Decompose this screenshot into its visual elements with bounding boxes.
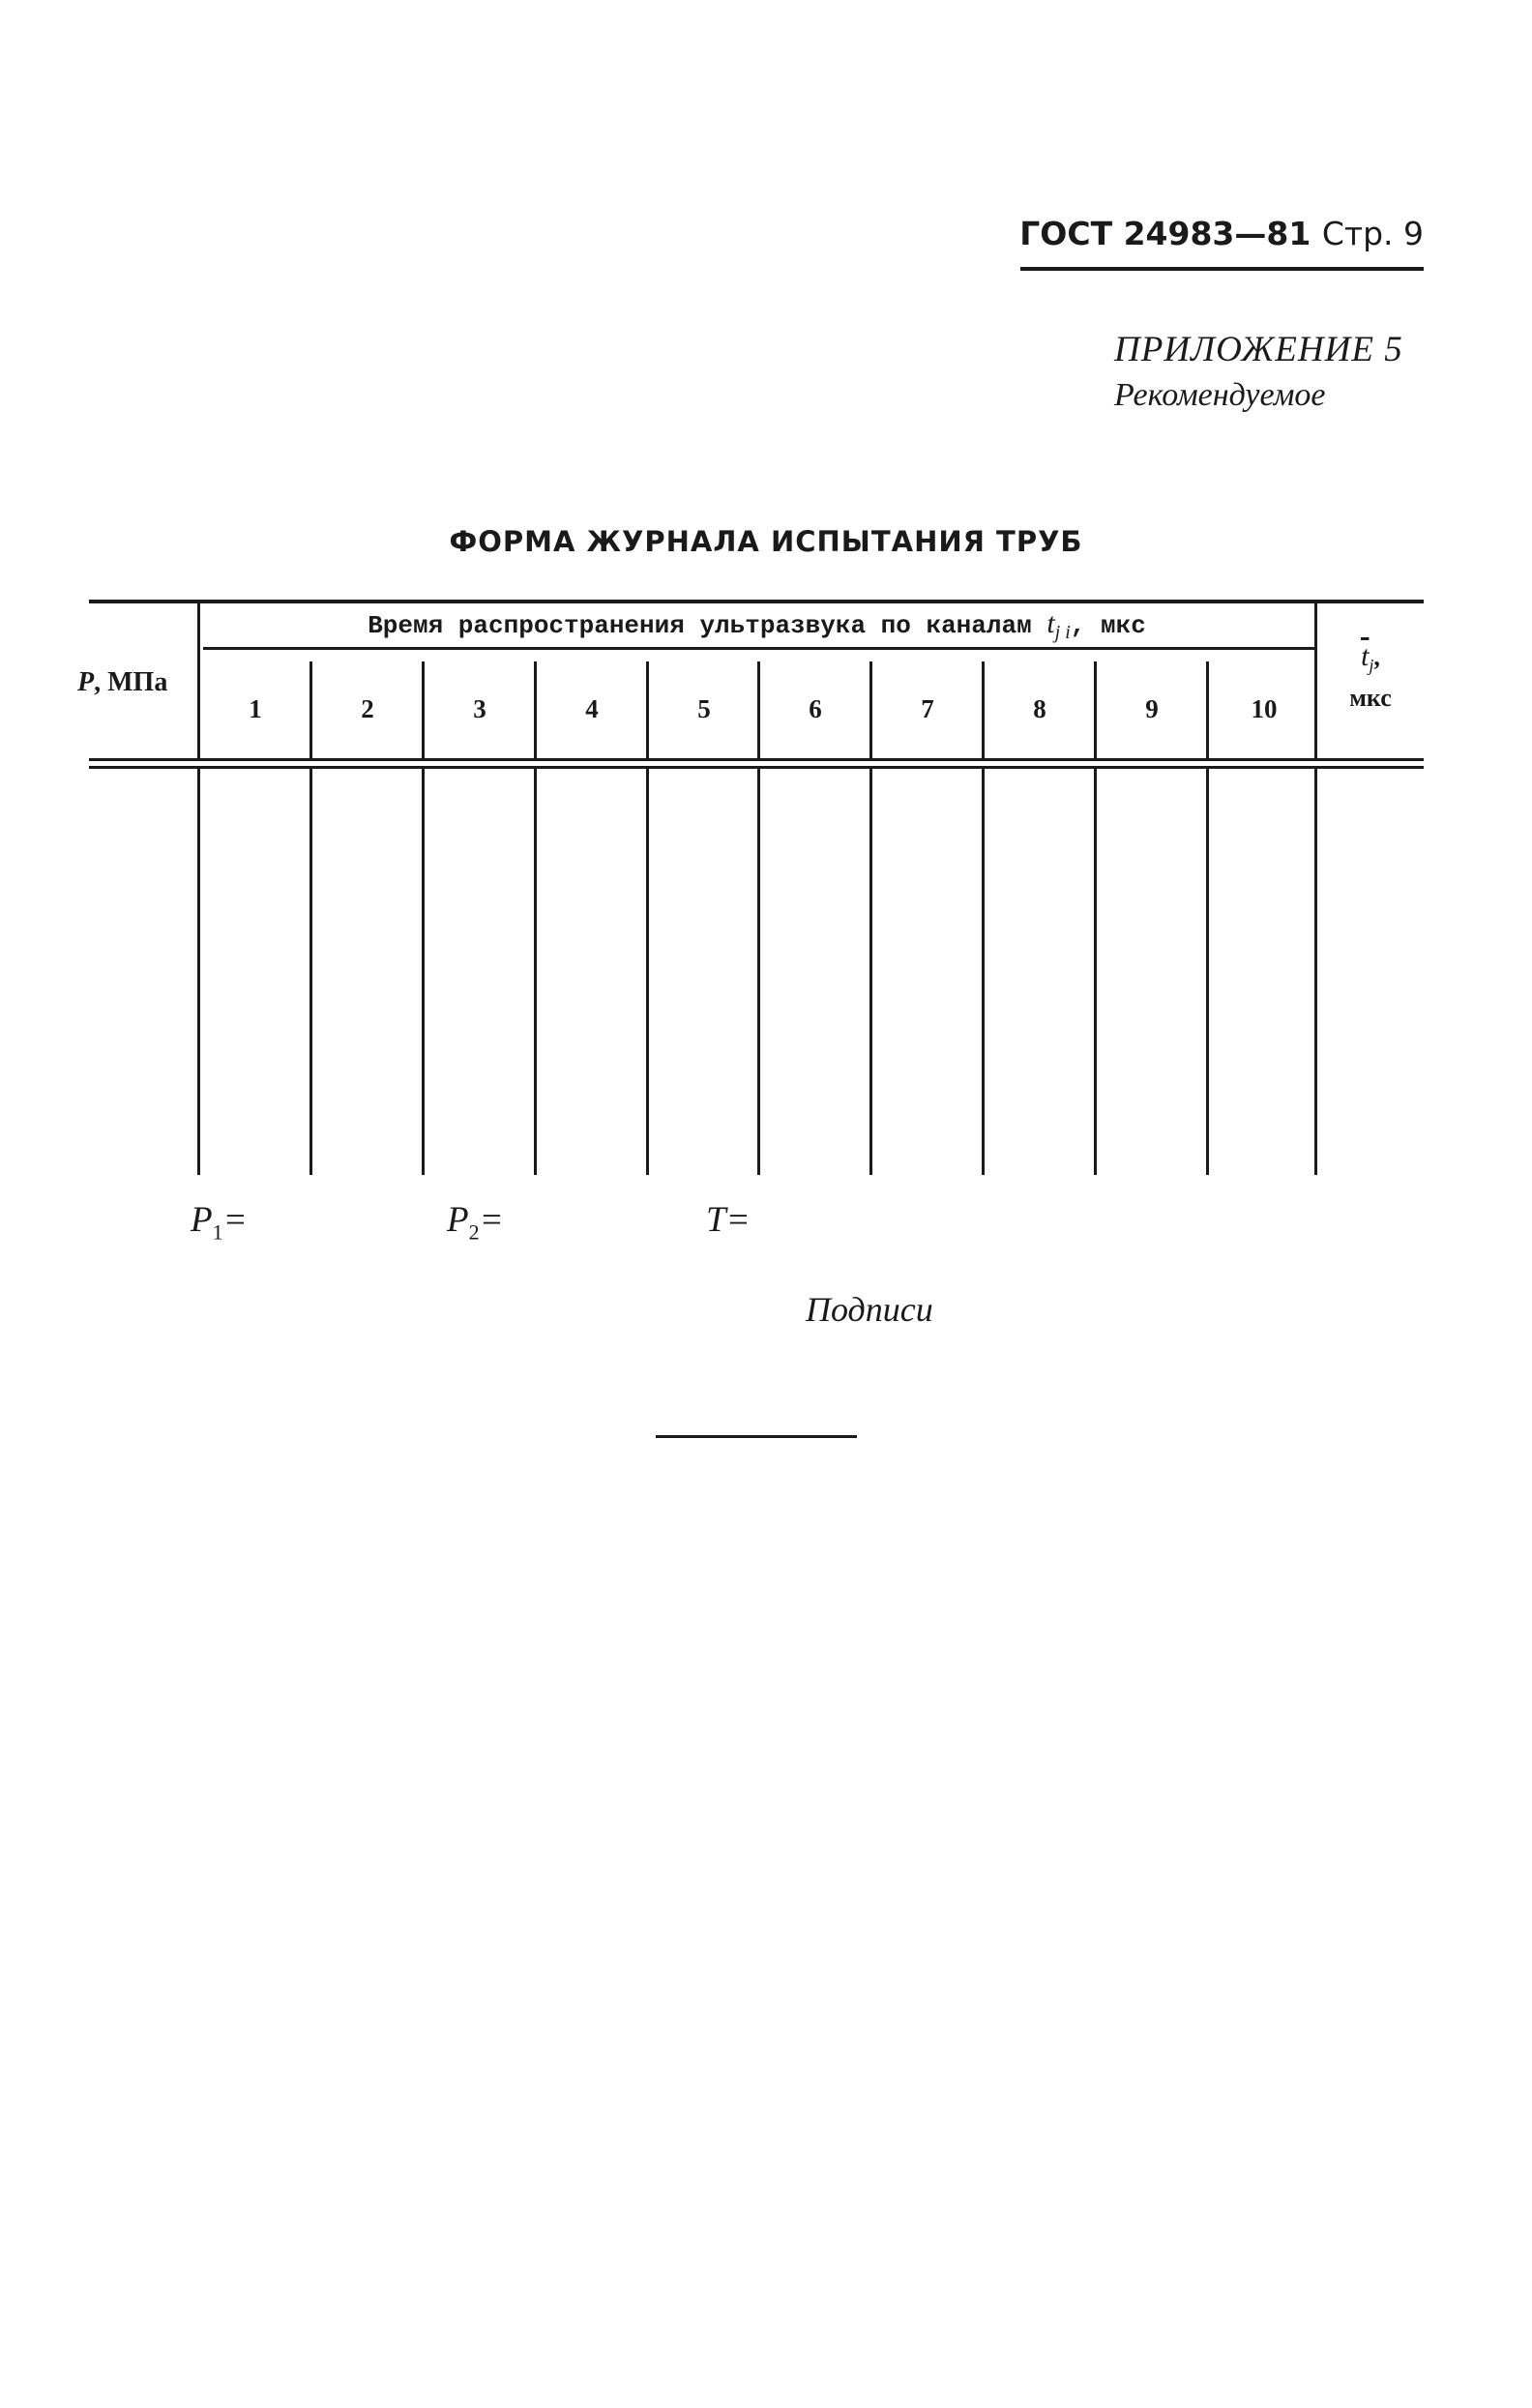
page-number: Стр. 9 <box>1321 215 1424 252</box>
body-divider-1 <box>309 769 312 1175</box>
header-rule <box>1020 267 1424 271</box>
signatures-label: Подписи <box>806 1290 933 1329</box>
channel-header-8: 8 <box>1033 694 1046 723</box>
p1-symbol: P <box>191 1200 213 1240</box>
p2-symbol: P <box>447 1200 469 1240</box>
channel-header-5: 5 <box>697 694 711 723</box>
body-divider-9 <box>1206 769 1209 1175</box>
channel-header-3: 3 <box>473 694 486 723</box>
mean-comma: , <box>1373 643 1380 671</box>
mean-unit: мкс <box>1349 684 1392 713</box>
temperature-field: T= <box>706 1200 751 1240</box>
pressure-column-header <box>77 667 193 698</box>
end-rule <box>656 1435 857 1438</box>
channel-header-9: 9 <box>1145 694 1159 723</box>
channel-header-7: 7 <box>921 694 934 723</box>
p2-subscript: 2 <box>468 1219 480 1245</box>
p1-equals: = <box>222 1200 248 1240</box>
mean-symbol: $\overline{t}$ <box>1361 640 1370 672</box>
mean-time-column-header <box>1317 640 1424 715</box>
body-divider-6 <box>869 769 872 1175</box>
standard-number: ГОСТ 24983—81 <box>1019 215 1311 252</box>
header-bottom-rule-2 <box>89 766 1424 769</box>
body-divider-5 <box>757 769 760 1175</box>
table-top-rule <box>89 600 1424 603</box>
body-divider-4 <box>646 769 649 1175</box>
channel-header-6: 6 <box>809 694 822 723</box>
pressure-unit: , МПа <box>94 667 168 697</box>
group-header-rule <box>203 647 1315 650</box>
form-title: ФОРМА ЖУРНАЛА ИСПЫТАНИЯ ТРУБ <box>449 525 1083 558</box>
body-divider-7 <box>982 769 985 1175</box>
channel-header-4: 4 <box>585 694 599 723</box>
time-group-subscript: j i <box>1054 622 1071 644</box>
mean-subscript: j <box>1369 656 1374 676</box>
time-group-suffix: , мкс <box>1070 611 1146 640</box>
channel-header-1: 1 <box>249 694 262 723</box>
appendix-subtitle: Рекомендуемое <box>1114 377 1326 413</box>
channel-header-2: 2 <box>361 694 374 723</box>
body-divider-2 <box>422 769 425 1175</box>
body-divider-0 <box>197 769 200 1175</box>
time-group-prefix: Время распространения ультразвука по каналам <box>368 611 1047 640</box>
pressure-symbol: P <box>77 667 95 697</box>
pressure-p1-field <box>191 1199 248 1245</box>
body-divider-10 <box>1314 769 1317 1175</box>
p2-equals: = <box>479 1200 504 1240</box>
body-divider-8 <box>1094 769 1097 1175</box>
document-header <box>1019 215 1424 252</box>
header-bottom-rule-1 <box>89 758 1424 761</box>
time-group-header <box>198 607 1315 644</box>
body-divider-3 <box>534 769 537 1175</box>
appendix-title: ПРИЛОЖЕНИЕ 5 <box>1114 330 1403 369</box>
pressure-p2-field <box>447 1199 504 1245</box>
p1-subscript: 1 <box>212 1219 223 1245</box>
channel-header-10: 10 <box>1251 694 1278 723</box>
time-group-symbol: t <box>1046 607 1055 639</box>
